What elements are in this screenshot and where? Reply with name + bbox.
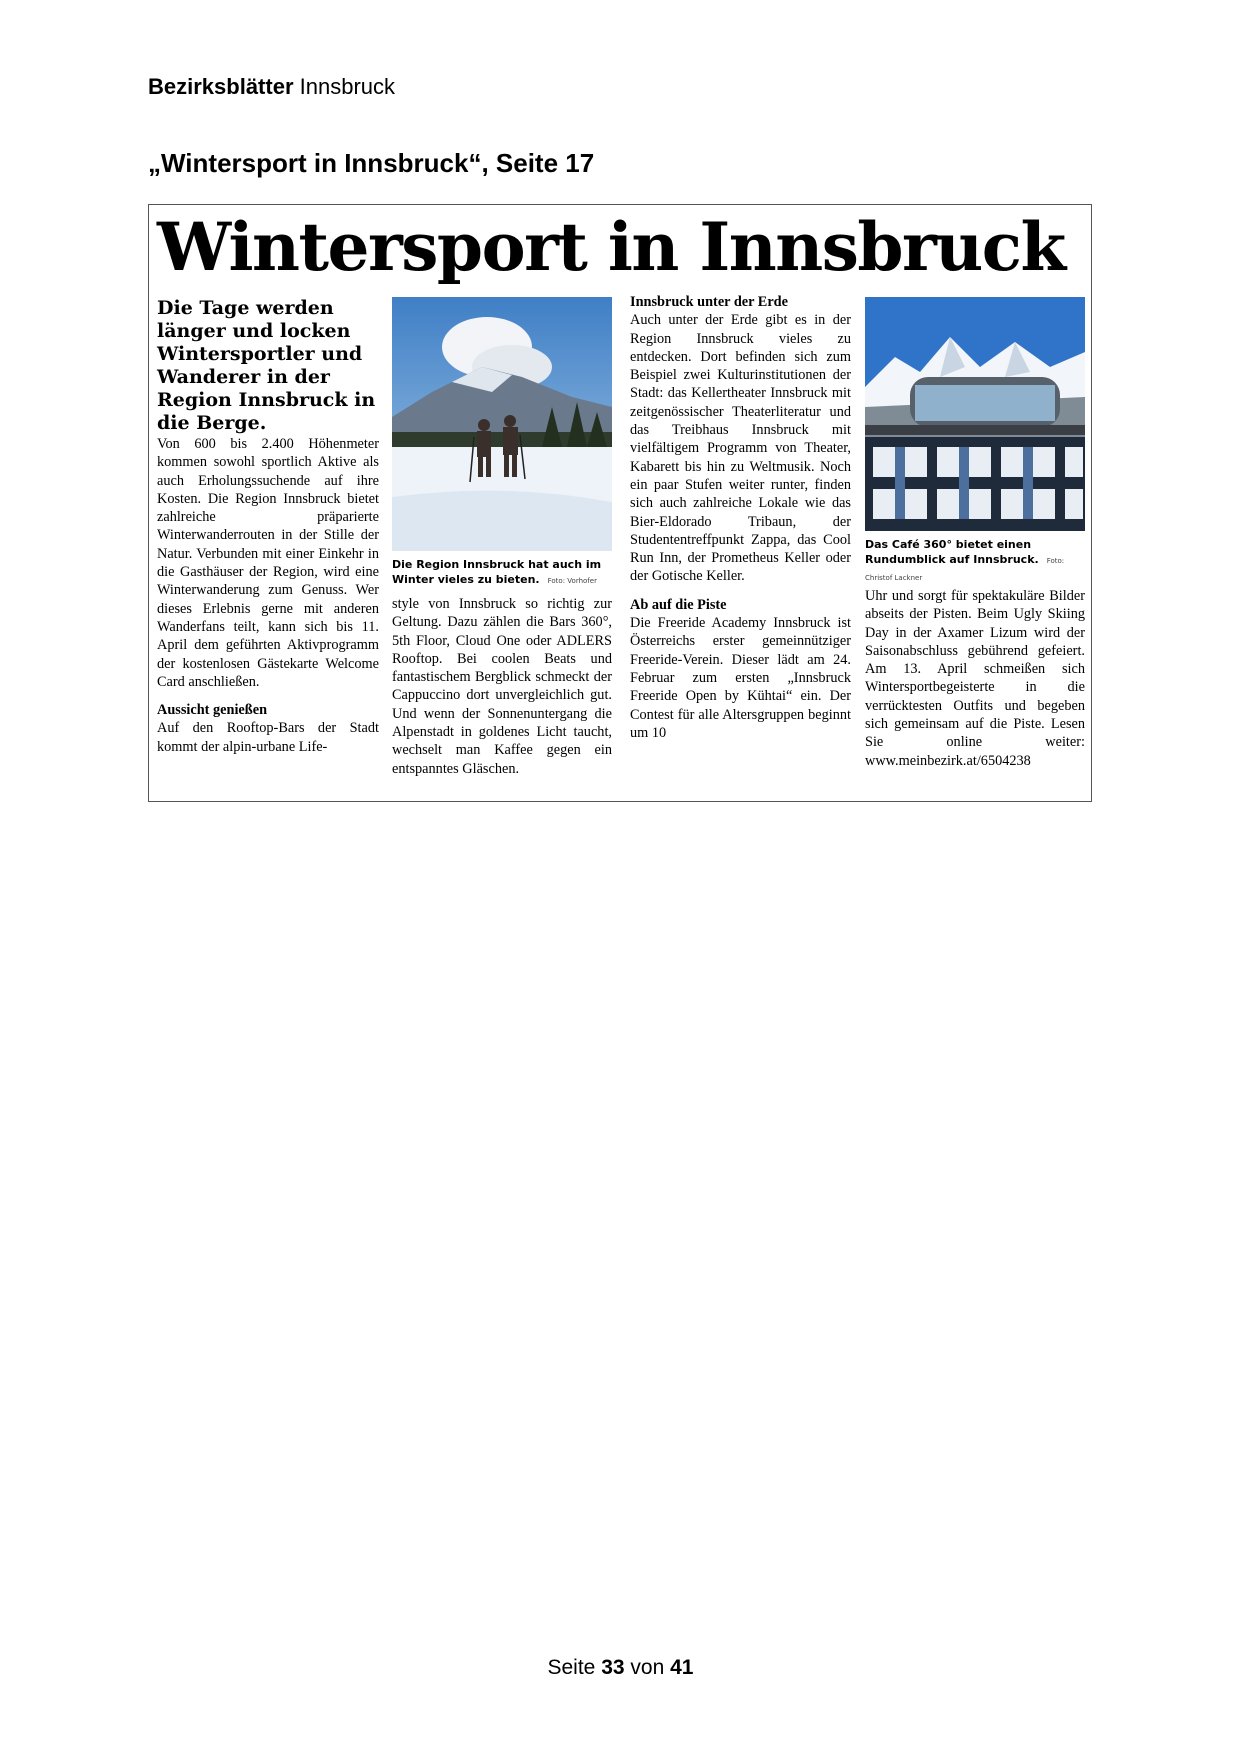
photo-cafe-360 [865,297,1085,531]
article-lead: Die Tage werden länger und locken Wintersportler und Wanderer in der Region Innsbruck in die Berge. [157,297,376,434]
footer-page-total: 41 [670,1656,694,1679]
page-footer [0,1656,1241,1680]
caption-2-credit: Foto: Christof Lackner [865,557,1065,582]
caption-2-text: Das Café 360° bietet einen Rundumblick auf Innsbruck. [865,538,1039,566]
article-reference: „Wintersport in Innsbruck“, Seite 17 [148,148,595,178]
footer-page-number: 33 [601,1656,625,1679]
caption-1-credit: Foto: Vorhofer [547,577,597,585]
article-paragraph-2a: Auf den Rooftop-Bars der Stadt kommt der alpin-urbane Life- [157,720,379,755]
article-paragraph-2b: style von Innsbruck so richtig zur Geltung. Dazu zählen die Bars 360°, 5th Floor, Cloud One oder ADLERS Rooftop. Bei coolen Beats und fantastischem Bergblick schmeckt der Cappuccino dort unvergleichlich gut. Und wenn der Sonnenuntergang die Alpenstadt in goldenes Licht taucht, wechselt man Kaffee gegen ein entspanntes Gläschen. [392,596,612,777]
publication-name-bold: Bezirksblätter [148,74,294,99]
article-paragraph-3: Auch unter der Erde gibt es in der Region Innsbruck vieles zu entdecken. Dort befinden sich zum Beispiel zwei Kulturinstitutionen der Stadt: das Kellertheater Innsbruck mit zeitgenössischer Theaterliteratur und das Treibhaus Innsbruck mit vielfältigem Programm von Theater, Kabarett bis hin zu Weltmusik. Noch ein paar Stufen weiter runter, finden sich auch zahlreiche Lokale wie das Bier-Eldorado Tribaun, der Studententreffpunkt Zappa, das Cool Run Inn, der Prometheus Keller oder der Gotische Keller. [630,312,851,585]
subheading-unter-der-erde: Innsbruck unter der Erde [630,294,788,310]
footer-prefix: Seite [547,1656,596,1679]
article-column-1 [157,297,379,756]
newspaper-clipping [148,204,1092,802]
article-column-3 [630,293,851,742]
article-paragraph-4a: Die Freeride Academy Innsbruck ist Österreichs erster gemeinnütziger Freeride-Verein. Dieser lädt am 24. Februar zum ersten „Innsbruck Freeride Open by Kühtai“ ein. Der Contest für alle Altersgruppen beginnt um 10 [630,615,851,741]
publication-name-rest: Innsbruck [299,74,396,99]
publication-name [148,74,395,100]
caption-1-text: Die Region Innsbruck hat auch im Winter vieles zu bieten. [392,558,602,586]
subheading-aussicht: Aussicht genießen [157,702,268,719]
photo-caption-1 [392,557,614,589]
article-headline: Wintersport in Innsbruck [157,208,1065,286]
article-column-2 [392,595,612,778]
photo-winter-hikers [392,297,612,551]
article-paragraph-1: Von 600 bis 2.400 Höhenmeter kommen sowohl sportlich Aktive als auch Erholungssuchende auf ihre Kosten. Die Region Innsbruck bietet zahlreiche präparierte Winterwanderrouten in der Stille der Natur. Verbunden mit einer Einkehr in die Gasthäuser der Region, wird eine Winterwanderung zum Genuss. Wer dieses Erlebnis gerne mit anderen Wanderfans teilt, kann sich bis 11. April dem geführten Aktivprogramm der kostenlosen Gästekarte Welcome Card anschließen. [157,436,379,690]
subheading-piste: Ab auf die Piste [630,596,727,613]
footer-mid: von [630,1656,665,1679]
article-paragraph-4b: Uhr und sorgt für spektakuläre Bilder abseits der Pisten. Beim Ugly Skiing Day in der Axamer Lizum wird der Saisonabschluss gebührend gefeiert. Am 13. April schmeißen sich Wintersportbegeisterte in die verrücktesten Outfits und begeben sich gemeinsam auf die Piste. Lesen Sie online weiter: www.meinbezirk.at/6504238 [865,588,1085,769]
article-column-4 [865,587,1085,770]
photo-caption-2 [865,537,1087,586]
